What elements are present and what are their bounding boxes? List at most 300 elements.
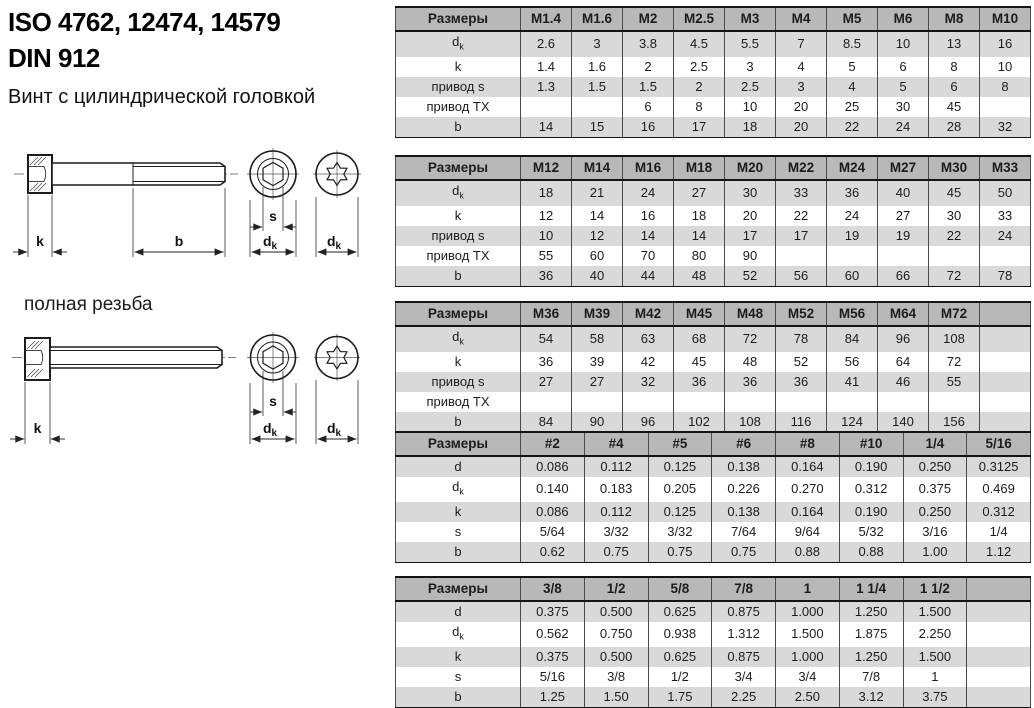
row-label: b (396, 687, 521, 708)
row-label: привод s (396, 77, 521, 97)
value-cell (967, 647, 1031, 667)
dim-label-dk: $d_k$ (262, 420, 278, 439)
size-column-header: M4 (776, 7, 827, 31)
screw-drawing-full-thread (0, 330, 392, 452)
value-cell: 80 (674, 246, 725, 266)
value-cell: 66 (878, 266, 929, 287)
value-cell: 22 (929, 226, 980, 246)
table-corner-label: Размеры (396, 302, 521, 326)
value-cell: 14 (674, 226, 725, 246)
table-row (396, 326, 1031, 352)
value-cell: 8.5 (827, 31, 878, 57)
value-cell (967, 667, 1031, 687)
value-cell (623, 392, 674, 412)
value-cell: 24 (623, 180, 674, 206)
value-cell: 0.183 (584, 477, 648, 502)
table-row (396, 477, 1031, 502)
table-row (396, 31, 1031, 57)
value-cell: 0.205 (648, 477, 712, 502)
size-column-header: M2 (623, 7, 674, 31)
value-cell: 0.226 (712, 477, 776, 502)
value-cell: 2 (623, 57, 674, 77)
value-cell: 10 (980, 57, 1031, 77)
value-cell: 32 (623, 372, 674, 392)
table-corner-label: Размеры (396, 577, 521, 601)
value-cell: 0.88 (839, 542, 903, 563)
value-cell: 90 (725, 246, 776, 266)
row-label: b (396, 266, 521, 287)
value-cell: 0.62 (521, 542, 585, 563)
table-row (396, 372, 1031, 392)
table-corner-label: Размеры (396, 156, 521, 180)
value-cell: 108 (725, 412, 776, 433)
value-cell (980, 372, 1031, 392)
value-cell: 40 (572, 266, 623, 287)
value-cell: 0.625 (648, 601, 712, 622)
table-row (396, 57, 1031, 77)
row-label: d (396, 456, 521, 477)
value-cell: 0.138 (712, 456, 776, 477)
size-column-header: 7/8 (712, 577, 776, 601)
size-column-header: M3 (725, 7, 776, 31)
value-cell: 5/64 (521, 522, 585, 542)
value-cell: 27 (521, 372, 572, 392)
value-cell: 36 (725, 372, 776, 392)
value-cell: 20 (776, 117, 827, 138)
value-cell: 70 (623, 246, 674, 266)
value-cell: 16 (980, 31, 1031, 57)
value-cell: 3 (725, 57, 776, 77)
size-column-header: #2 (521, 432, 585, 456)
size-column-header: M12 (521, 156, 572, 180)
value-cell: 54 (521, 326, 572, 352)
value-cell: 60 (572, 246, 623, 266)
torx-socket-end-view (314, 334, 360, 444)
size-column-header: 3/8 (521, 577, 585, 601)
value-cell: 17 (674, 117, 725, 138)
value-cell: 0.3125 (967, 456, 1031, 477)
value-cell: 27 (572, 372, 623, 392)
value-cell (980, 392, 1031, 412)
value-cell: 1.50 (584, 687, 648, 708)
value-cell: 1.5 (623, 77, 674, 97)
size-column-header: M18 (674, 156, 725, 180)
size-column-header: #10 (839, 432, 903, 456)
value-cell: 3/32 (648, 522, 712, 542)
value-cell: 64 (878, 352, 929, 372)
value-cell: 5 (827, 57, 878, 77)
value-cell: 1.500 (776, 622, 840, 647)
table-row (396, 412, 1031, 433)
value-cell: 1.250 (839, 601, 903, 622)
value-cell: 0.250 (903, 456, 967, 477)
value-cell: 90 (572, 412, 623, 433)
value-cell: 1.25 (521, 687, 585, 708)
size-column-header: M52 (776, 302, 827, 326)
value-cell: 1.250 (839, 647, 903, 667)
table-row (396, 601, 1031, 622)
value-cell: 2.250 (903, 622, 967, 647)
size-column-header: 5/8 (648, 577, 712, 601)
value-cell: 1.500 (903, 601, 967, 622)
value-cell: 0.88 (776, 542, 840, 563)
value-cell: 0.562 (521, 622, 585, 647)
dimension-table (395, 155, 1031, 287)
value-cell: 7/8 (839, 667, 903, 687)
value-cell: 2.25 (712, 687, 776, 708)
value-cell: 33 (980, 206, 1031, 226)
value-cell: 55 (929, 372, 980, 392)
table-row (396, 77, 1031, 97)
value-cell: 16 (623, 206, 674, 226)
hex-socket-end-view (247, 332, 299, 444)
value-cell: 13 (929, 31, 980, 57)
value-cell: 56 (827, 352, 878, 372)
value-cell: 46 (878, 372, 929, 392)
value-cell: 17 (725, 226, 776, 246)
value-cell: 0.875 (712, 601, 776, 622)
value-cell: 0.190 (839, 456, 903, 477)
value-cell: 1.3 (521, 77, 572, 97)
row-label: k (396, 206, 521, 226)
size-column-header: M22 (776, 156, 827, 180)
size-column-header: M1.4 (521, 7, 572, 31)
value-cell (929, 246, 980, 266)
size-column-header: M16 (623, 156, 674, 180)
table-row (396, 246, 1031, 266)
table-row (396, 667, 1031, 687)
value-cell: 96 (623, 412, 674, 433)
value-cell: 0.112 (584, 456, 648, 477)
value-cell (827, 392, 878, 412)
dimensions-table-metric-medium (395, 155, 1031, 287)
value-cell (521, 392, 572, 412)
value-cell: 0.500 (584, 647, 648, 667)
table-corner-label: Размеры (396, 7, 521, 31)
dimensions-table-metric-small (395, 6, 1031, 138)
value-cell: 14 (572, 206, 623, 226)
value-cell: 2.50 (776, 687, 840, 708)
value-cell: 20 (725, 206, 776, 226)
row-label: привод s (396, 226, 521, 246)
value-cell: 12 (521, 206, 572, 226)
table-header-row (396, 577, 1031, 601)
value-cell (967, 601, 1031, 622)
size-column-header: #8 (776, 432, 840, 456)
value-cell: 3.75 (903, 687, 967, 708)
value-cell: 15 (572, 117, 623, 138)
value-cell: 7 (776, 31, 827, 57)
value-cell: 0.875 (712, 647, 776, 667)
value-cell: 4 (827, 77, 878, 97)
table-row (396, 180, 1031, 206)
full-thread-note: полная резьба (24, 294, 153, 315)
value-cell: 55 (521, 246, 572, 266)
value-cell: 0.190 (839, 502, 903, 522)
value-cell: 56 (776, 266, 827, 287)
table-row (396, 687, 1031, 708)
size-column-header: 1 (776, 577, 840, 601)
value-cell: 0.750 (584, 622, 648, 647)
value-cell: 68 (674, 326, 725, 352)
size-column-header: M27 (878, 156, 929, 180)
value-cell: 30 (725, 180, 776, 206)
value-cell: 44 (623, 266, 674, 287)
value-cell: 156 (929, 412, 980, 433)
dim-label-s: s (269, 208, 277, 224)
value-cell: 16 (623, 117, 674, 138)
table-row (396, 456, 1031, 477)
value-cell: 21 (572, 180, 623, 206)
value-cell: 0.500 (584, 601, 648, 622)
row-label: d (396, 601, 521, 622)
value-cell (776, 392, 827, 412)
value-cell: 2.6 (521, 31, 572, 57)
table-header-row (396, 156, 1031, 180)
size-column-header: M42 (623, 302, 674, 326)
torx-socket-end-view (313, 150, 361, 257)
value-cell: 32 (980, 117, 1031, 138)
value-cell: 18 (521, 180, 572, 206)
dimension-dk-torx (316, 380, 358, 444)
value-cell: 5 (878, 77, 929, 97)
value-cell (674, 392, 725, 412)
value-cell: 5/16 (521, 667, 585, 687)
size-column-header: M48 (725, 302, 776, 326)
value-cell: 1 (903, 667, 967, 687)
title-standards: ISO 4762, 12474, 14579 (8, 7, 281, 37)
table-header-row (396, 302, 1031, 326)
value-cell: 45 (674, 352, 725, 372)
size-column-header: 1/4 (903, 432, 967, 456)
value-cell: 124 (827, 412, 878, 433)
size-column-header: 1 1/4 (839, 577, 903, 601)
row-label: $d_k$ (396, 622, 521, 647)
row-label: привод TX (396, 97, 521, 117)
value-cell: 0.086 (521, 456, 585, 477)
value-cell (980, 326, 1031, 352)
value-cell: 0.75 (648, 542, 712, 563)
title-din: DIN 912 (8, 43, 100, 73)
value-cell: 0.250 (903, 502, 967, 522)
value-cell: 0.375 (521, 601, 585, 622)
row-label: k (396, 352, 521, 372)
row-label: $d_k$ (396, 31, 521, 57)
value-cell: 52 (725, 266, 776, 287)
size-column-header: M8 (929, 7, 980, 31)
value-cell (725, 392, 776, 412)
dim-label-k: k (36, 233, 44, 249)
value-cell: 10 (878, 31, 929, 57)
value-cell: 3 (572, 31, 623, 57)
row-label: $d_k$ (396, 180, 521, 206)
dimension-k (10, 382, 65, 444)
value-cell: 72 (725, 326, 776, 352)
value-cell: 1.000 (776, 647, 840, 667)
value-cell: 18 (725, 117, 776, 138)
value-cell: 27 (878, 206, 929, 226)
dim-label-s: s (269, 393, 277, 409)
size-column-header: #4 (584, 432, 648, 456)
value-cell: 3/8 (584, 667, 648, 687)
screw-side-view (14, 155, 238, 193)
value-cell: 5.5 (725, 31, 776, 57)
value-cell: 0.138 (712, 502, 776, 522)
value-cell: 3 (776, 77, 827, 97)
value-cell: 19 (878, 226, 929, 246)
dimensions-table-inch-large (395, 576, 1031, 708)
value-cell: 60 (827, 266, 878, 287)
value-cell: 2.5 (674, 57, 725, 77)
value-cell: 20 (776, 97, 827, 117)
value-cell: 30 (929, 206, 980, 226)
value-cell: 1.5 (572, 77, 623, 97)
value-cell: 36 (521, 352, 572, 372)
value-cell (967, 687, 1031, 708)
value-cell: 0.75 (712, 542, 776, 563)
value-cell: 0.164 (776, 456, 840, 477)
dimensions-table-inch-small (395, 431, 1031, 563)
dimension-table (395, 6, 1031, 138)
row-label: b (396, 542, 521, 563)
size-column-header: M5 (827, 7, 878, 31)
value-cell (521, 97, 572, 117)
value-cell: 1.12 (967, 542, 1031, 563)
dimension-table (395, 301, 1031, 433)
value-cell: 0.469 (967, 477, 1031, 502)
value-cell (878, 392, 929, 412)
value-cell: 5/32 (839, 522, 903, 542)
table-row (396, 542, 1031, 563)
size-column-header: M1.6 (572, 7, 623, 31)
value-cell: 0.312 (967, 502, 1031, 522)
value-cell: 1.000 (776, 601, 840, 622)
table-row (396, 206, 1031, 226)
value-cell: 1.500 (903, 647, 967, 667)
value-cell: 102 (674, 412, 725, 433)
value-cell: 72 (929, 266, 980, 287)
table-row (396, 622, 1031, 647)
value-cell: 0.75 (584, 542, 648, 563)
value-cell: 3/4 (712, 667, 776, 687)
value-cell: 3.8 (623, 31, 674, 57)
value-cell: 39 (572, 352, 623, 372)
value-cell: 6 (623, 97, 674, 117)
value-cell: 42 (623, 352, 674, 372)
value-cell: 1/4 (967, 522, 1031, 542)
size-column-header: M10 (980, 7, 1031, 31)
row-label: s (396, 667, 521, 687)
size-column-header: M24 (827, 156, 878, 180)
size-column-header: M72 (929, 302, 980, 326)
value-cell: 41 (827, 372, 878, 392)
value-cell: 30 (878, 97, 929, 117)
value-cell: 1.312 (712, 622, 776, 647)
size-column-header: M14 (572, 156, 623, 180)
value-cell: 36 (674, 372, 725, 392)
value-cell: 10 (521, 226, 572, 246)
value-cell: 1.00 (903, 542, 967, 563)
size-column-header: M33 (980, 156, 1031, 180)
value-cell: 3/16 (903, 522, 967, 542)
table-row (396, 522, 1031, 542)
size-column-header: #5 (648, 432, 712, 456)
dimension-table (395, 576, 1031, 708)
screw-side-view-full-thread (12, 338, 236, 380)
value-cell: 72 (929, 352, 980, 372)
value-cell: 36 (521, 266, 572, 287)
value-cell: 6 (929, 77, 980, 97)
value-cell: 3.12 (839, 687, 903, 708)
size-column-header: 1/2 (584, 577, 648, 601)
value-cell (776, 246, 827, 266)
value-cell: 0.375 (521, 647, 585, 667)
value-cell: 1.4 (521, 57, 572, 77)
size-column-header: M45 (674, 302, 725, 326)
value-cell: 48 (674, 266, 725, 287)
row-label: привод s (396, 372, 521, 392)
value-cell: 1.6 (572, 57, 623, 77)
value-cell (980, 246, 1031, 266)
value-cell: 14 (521, 117, 572, 138)
value-cell (572, 392, 623, 412)
dim-label-dk: $d_k$ (326, 420, 342, 439)
value-cell: 0.140 (521, 477, 585, 502)
value-cell: 27 (674, 180, 725, 206)
row-label: k (396, 502, 521, 522)
dimension-b (133, 188, 225, 257)
value-cell: 19 (827, 226, 878, 246)
value-cell: 7/64 (712, 522, 776, 542)
value-cell (827, 246, 878, 266)
row-label: k (396, 57, 521, 77)
row-label: привод TX (396, 246, 521, 266)
value-cell: 22 (776, 206, 827, 226)
value-cell: 0.164 (776, 502, 840, 522)
size-column-header: #6 (712, 432, 776, 456)
value-cell: 24 (980, 226, 1031, 246)
value-cell: 8 (929, 57, 980, 77)
table-header-row (396, 7, 1031, 31)
value-cell: 9/64 (776, 522, 840, 542)
value-cell: 50 (980, 180, 1031, 206)
row-label: привод TX (396, 392, 521, 412)
value-cell: 116 (776, 412, 827, 433)
value-cell: 84 (827, 326, 878, 352)
value-cell: 10 (725, 97, 776, 117)
dimension-dk-torx (316, 197, 358, 257)
table-corner-label: Размеры (396, 432, 521, 456)
value-cell: 0.312 (839, 477, 903, 502)
value-cell: 33 (776, 180, 827, 206)
row-label: $d_k$ (396, 326, 521, 352)
value-cell: 48 (725, 352, 776, 372)
size-column-header: M39 (572, 302, 623, 326)
row-label: k (396, 647, 521, 667)
row-label: b (396, 117, 521, 138)
size-column-header: M64 (878, 302, 929, 326)
table-row (396, 97, 1031, 117)
value-cell: 36 (827, 180, 878, 206)
row-label: s (396, 522, 521, 542)
value-cell: 36 (776, 372, 827, 392)
size-column-header: M20 (725, 156, 776, 180)
value-cell: 24 (827, 206, 878, 226)
value-cell: 14 (623, 226, 674, 246)
value-cell: 1.75 (648, 687, 712, 708)
size-column-header: M30 (929, 156, 980, 180)
value-cell: 25 (827, 97, 878, 117)
